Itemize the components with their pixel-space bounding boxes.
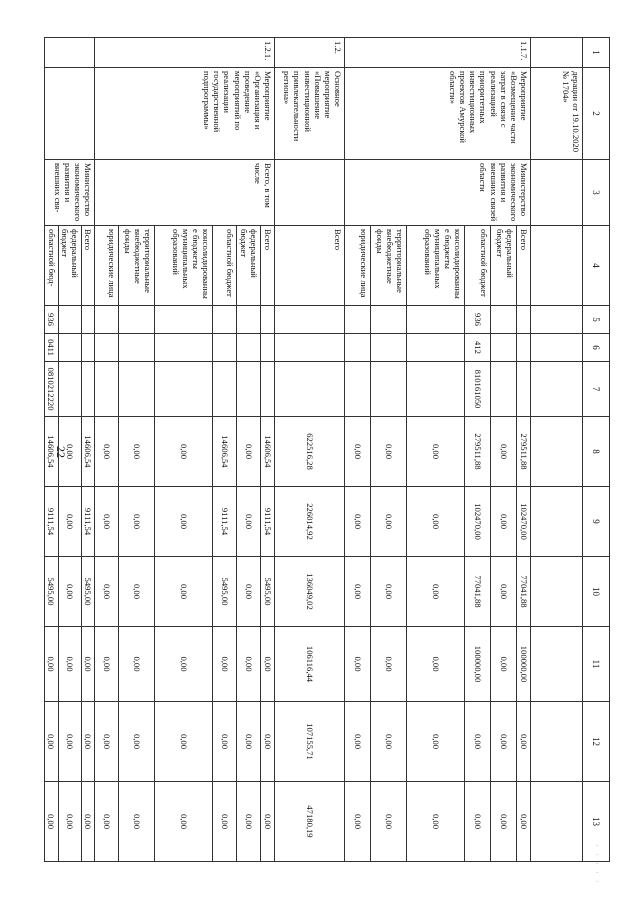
table-cell [275, 306, 345, 334]
table-cell [407, 362, 465, 417]
funding-source: федеральный бюджет [58, 226, 81, 306]
table-cell [531, 334, 583, 362]
value-cell: 0,00 [95, 702, 119, 782]
table-cell [81, 334, 94, 362]
table-cell [371, 362, 407, 417]
value-cell: 0,00 [81, 782, 94, 862]
table-cell [491, 334, 517, 362]
table-cell [95, 306, 119, 334]
header-cell: 5 [583, 306, 610, 334]
table-cell [58, 334, 81, 362]
value-cell: 0,00 [237, 487, 261, 557]
value-cell: 0,00 [95, 557, 119, 627]
value-cell: 5495,00 [261, 557, 275, 627]
funding-source: федеральный бюджет [491, 226, 517, 306]
value-cell: 0,00 [371, 702, 407, 782]
value-cell: 102470,00 [517, 487, 531, 557]
funding-source: территориальные внебюджетные фонды [119, 226, 155, 306]
table-cell [155, 306, 213, 334]
value-cell: 106116,44 [275, 627, 345, 702]
table-cell [58, 362, 81, 417]
value-cell: 0,00 [465, 782, 491, 862]
table-cell [81, 362, 94, 417]
table-cell [237, 306, 261, 334]
row-name: Мероприятие «Организация и проведение мероприятий по реализации государственной подпрограммы» [95, 68, 275, 160]
funding-source: Всего [517, 226, 531, 306]
value-cell: 622516,28 [275, 417, 345, 487]
header-cell: 4 [583, 226, 610, 306]
header-cell: 11 [583, 627, 610, 702]
table-cell [531, 160, 583, 226]
value-cell: 226014,92 [275, 487, 345, 557]
table-cell [531, 417, 583, 487]
funding-source: консолидированные бюджеты муниципальных образований [155, 226, 213, 306]
table-cell [95, 362, 119, 417]
table-cell [237, 334, 261, 362]
funding-source: юридические лица [95, 226, 119, 306]
table-cell [531, 782, 583, 862]
value-cell: 0,00 [371, 557, 407, 627]
table-cell [517, 334, 531, 362]
rotated-table-wrapper [46, 37, 610, 861]
value-cell: 0,00 [407, 702, 465, 782]
table-cell [491, 306, 517, 334]
table-cell [345, 362, 371, 417]
funding-source: Всего [275, 226, 345, 306]
value-cell: 0,00 [44, 627, 58, 702]
value-cell: 0,00 [58, 627, 81, 702]
value-cell: 0,00 [81, 702, 94, 782]
value-cell: 0,00 [345, 627, 371, 702]
table-cell [371, 334, 407, 362]
table-cell [261, 306, 275, 334]
table-cell [531, 306, 583, 334]
page-number: 22 [54, 446, 68, 458]
value-cell: 0,00 [95, 417, 119, 487]
row-code: 1.1.7. [345, 38, 531, 68]
funding-source: федеральный бюджет [237, 226, 261, 306]
table-cell [119, 306, 155, 334]
table-cell [44, 38, 94, 68]
value-cell: 0,00 [261, 782, 275, 862]
table-cell [81, 306, 94, 334]
header-cell: 6 [583, 334, 610, 362]
value-cell: 9111,54 [81, 487, 94, 557]
value-cell: 0,00 [237, 557, 261, 627]
funding-source: Всего [261, 226, 275, 306]
value-cell: 102470,00 [465, 487, 491, 557]
value-cell: 0,00 [371, 627, 407, 702]
value-cell: 0,00 [491, 702, 517, 782]
row-name: Мероприятие «Возмещение части затрат в связи с реализацией приоритетных инвестиционных проектов Амурской области» [345, 68, 531, 160]
table-row [261, 38, 275, 862]
row-executor: Министерство экономического развития и внешних свя- [44, 160, 94, 226]
value-cell: 0,00 [95, 627, 119, 702]
rzpr-code: 412 [465, 334, 491, 362]
table-row [81, 38, 94, 862]
scan-artifact-dots: · · · · · [596, 842, 599, 886]
value-cell: 0,00 [491, 417, 517, 487]
value-cell: 0,00 [119, 702, 155, 782]
table-cell [261, 362, 275, 417]
table-cell [531, 487, 583, 557]
value-cell: 0,00 [345, 557, 371, 627]
table-row [517, 38, 531, 862]
table-cell [237, 362, 261, 417]
table-cell [531, 702, 583, 782]
value-cell: 0,00 [58, 782, 81, 862]
value-cell: 0,00 [155, 702, 213, 782]
table-cell [407, 306, 465, 334]
value-cell: 9111,54 [261, 487, 275, 557]
header-cell: 8 [583, 417, 610, 487]
value-cell: 14606,54 [44, 417, 58, 487]
value-cell: 0,00 [517, 702, 531, 782]
value-cell: 0,00 [371, 782, 407, 862]
value-cell: 0,00 [119, 417, 155, 487]
value-cell: 0,00 [119, 557, 155, 627]
budget-table [44, 37, 610, 862]
value-cell: 279511,88 [465, 417, 491, 487]
value-cell: 14606,54 [81, 417, 94, 487]
row-executor: Министерство экономического развития и внешних связей области [345, 160, 531, 226]
csr-code: 810161050 [465, 362, 491, 417]
value-cell: 0,00 [155, 782, 213, 862]
table-cell [345, 306, 371, 334]
value-cell: 107155,71 [275, 702, 345, 782]
header-cell: 13 [583, 782, 610, 862]
table-cell [517, 362, 531, 417]
grbs-code: 936 [465, 306, 491, 334]
table-cell [95, 334, 119, 362]
value-cell: 5495,00 [81, 557, 94, 627]
table-cell [407, 334, 465, 362]
value-cell: 14606,54 [261, 417, 275, 487]
table-cell [275, 160, 345, 226]
table-cell [531, 226, 583, 306]
value-cell: 0,00 [517, 782, 531, 862]
row-executor: Всего, в том числе [95, 160, 275, 226]
table-row [531, 38, 583, 862]
value-cell: 0,00 [407, 627, 465, 702]
funding-source: областной бюджет [465, 226, 491, 306]
funding-source: консолидированные бюджеты муниципальных образований [407, 226, 465, 306]
funding-source: Всего [81, 226, 94, 306]
table-cell [213, 362, 237, 417]
header-cell: 2 [583, 68, 610, 160]
table-cell [517, 306, 531, 334]
value-cell: 100000,00 [517, 627, 531, 702]
table-cell [155, 334, 213, 362]
value-cell: 0,00 [155, 417, 213, 487]
value-cell: 0,00 [407, 557, 465, 627]
table-cell [213, 306, 237, 334]
value-cell: 0,00 [119, 782, 155, 862]
value-cell: 0,00 [95, 782, 119, 862]
header-row [583, 38, 610, 862]
table-cell [58, 306, 81, 334]
value-cell: 0,00 [213, 702, 237, 782]
value-cell: 0,00 [261, 702, 275, 782]
value-cell: 279511,88 [517, 417, 531, 487]
value-cell: 0,00 [371, 487, 407, 557]
rzpr-code: 0411 [44, 334, 58, 362]
value-cell: 0,00 [465, 702, 491, 782]
table-cell [155, 362, 213, 417]
value-cell: 47180,19 [275, 782, 345, 862]
table-cell [531, 557, 583, 627]
table-cell [213, 334, 237, 362]
value-cell: 0,00 [407, 487, 465, 557]
value-cell: 0,00 [237, 702, 261, 782]
value-cell: 14606,54 [213, 417, 237, 487]
value-cell: 0,00 [345, 782, 371, 862]
grbs-code: 936 [44, 306, 58, 334]
table-cell [261, 334, 275, 362]
header-cell: 3 [583, 160, 610, 226]
header-cell: 7 [583, 362, 610, 417]
header-cell: 1 [583, 38, 610, 68]
value-cell: 0,00 [58, 487, 81, 557]
value-cell: 0,00 [261, 627, 275, 702]
value-cell: 0,00 [491, 557, 517, 627]
value-cell: 0,00 [119, 627, 155, 702]
value-cell: 5495,00 [213, 557, 237, 627]
value-cell: 0,00 [58, 702, 81, 782]
value-cell: 0,00 [95, 487, 119, 557]
value-cell: 0,00 [407, 782, 465, 862]
value-cell: 0,00 [237, 627, 261, 702]
table-cell [371, 306, 407, 334]
value-cell: 5495,00 [44, 557, 58, 627]
table-cell [44, 68, 94, 160]
table-row [275, 38, 345, 862]
funding-source: юридические лица [345, 226, 371, 306]
table-cell [531, 627, 583, 702]
value-cell: 0,00 [213, 782, 237, 862]
table-cell [275, 334, 345, 362]
value-cell: 0,00 [345, 417, 371, 487]
row-name: Основное мероприятие «Повышение инвестиционной привлекательности региона» [275, 68, 345, 160]
value-cell: 9111,54 [44, 487, 58, 557]
table-cell [275, 362, 345, 417]
value-cell: 0,00 [44, 702, 58, 782]
csr-code: 0810212220 [44, 362, 58, 417]
value-cell: 0,00 [58, 417, 81, 487]
value-cell: 0,00 [155, 627, 213, 702]
value-cell: 77041,88 [465, 557, 491, 627]
value-cell: 0,00 [81, 627, 94, 702]
value-cell: 0,00 [371, 417, 407, 487]
value-cell: 77041,88 [517, 557, 531, 627]
header-cell: 10 [583, 557, 610, 627]
table-cell [531, 362, 583, 417]
value-cell: 0,00 [155, 557, 213, 627]
value-cell: 0,00 [44, 782, 58, 862]
funding-source: областной бюд- [44, 226, 58, 306]
table-cell [345, 334, 371, 362]
funding-source: территориальные внебюджетные фонды [371, 226, 407, 306]
table-cell [119, 362, 155, 417]
header-cell: 9 [583, 487, 610, 557]
header-cell: 12 [583, 702, 610, 782]
value-cell: 0,00 [237, 782, 261, 862]
value-cell: 0,00 [119, 487, 155, 557]
value-cell: 0,00 [491, 782, 517, 862]
value-cell: 0,00 [407, 417, 465, 487]
value-cell: 0,00 [58, 557, 81, 627]
value-cell: 0,00 [213, 627, 237, 702]
value-cell: 100000,00 [465, 627, 491, 702]
value-cell: 0,00 [345, 487, 371, 557]
row-code: 1.2.1. [95, 38, 275, 68]
value-cell: 136049,02 [275, 557, 345, 627]
value-cell: 0,00 [237, 417, 261, 487]
table-cell [491, 362, 517, 417]
row-code: 1.2. [275, 38, 345, 68]
funding-source: областной бюджет [213, 226, 237, 306]
value-cell: 0,00 [155, 487, 213, 557]
table-cell [531, 38, 583, 68]
table-cell [119, 334, 155, 362]
table-cell: дерации от 19.10.2020 № 1704» [531, 68, 583, 160]
value-cell: 9111,54 [213, 487, 237, 557]
value-cell: 0,00 [491, 627, 517, 702]
value-cell: 0,00 [345, 702, 371, 782]
value-cell: 0,00 [491, 487, 517, 557]
